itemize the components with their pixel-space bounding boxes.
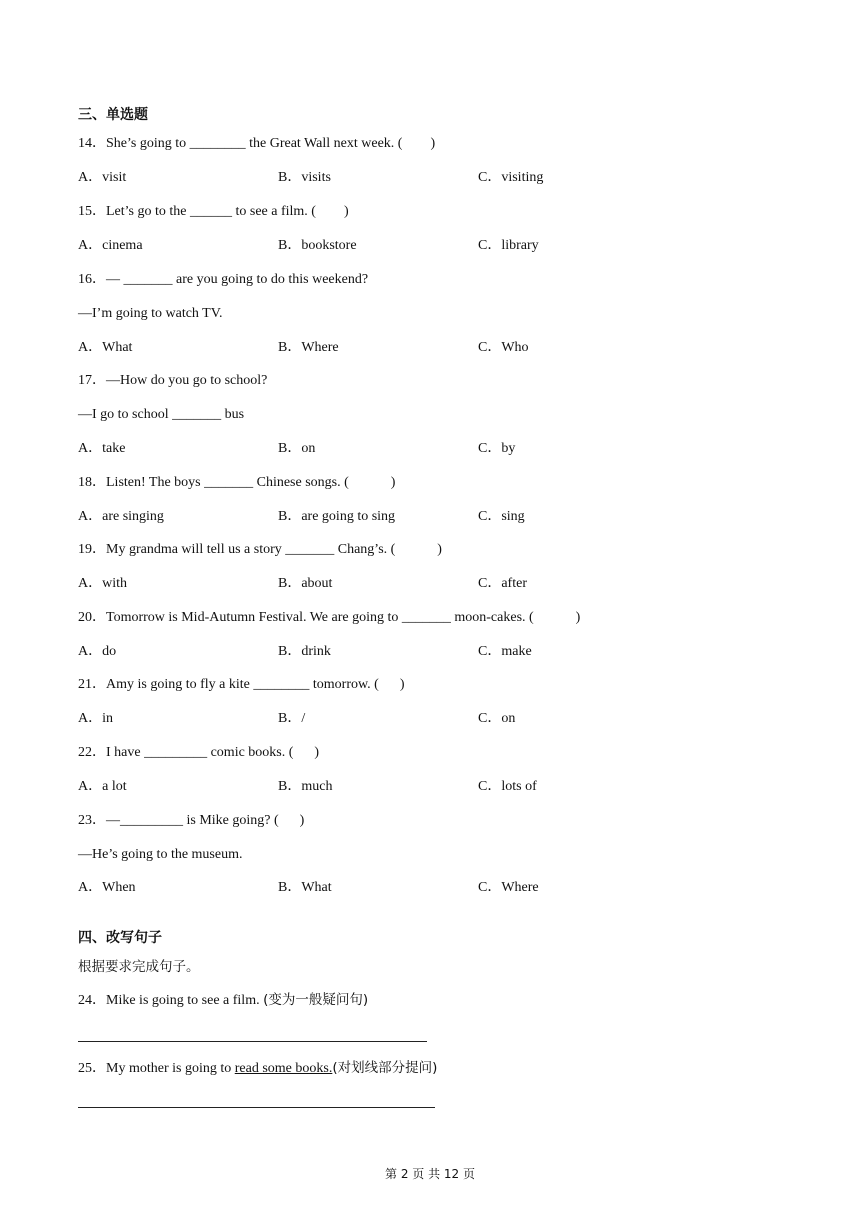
section-instruction: 根据要求完成句子。 [78,959,200,975]
question-16-reply: —I’m going to watch TV. [78,306,223,321]
question-21-option-b[interactable]: B．/ [278,711,306,726]
question-18-option-b[interactable]: B．are going to sing [278,509,396,524]
question-19-stem: 19．My grandma will tell us a story _______ Chang’s. ( ) [78,542,442,557]
question-16-stem: 16．— _______ are you going to do this weekend? [78,272,369,287]
question-18-stem: 18．Listen! The boys _______ Chinese songs. ( ) [78,475,396,490]
question-17-stem: 17．—How do you go to school? [78,373,268,388]
question-22-option-c[interactable]: C．lots of [478,779,537,794]
question-24 [78,991,368,1010]
question-17-option-b[interactable]: B．on [278,441,316,456]
page-number: 第 2 页 共 12 页 [385,1167,475,1181]
question-21-stem: 21．Amy is going to fly a kite ________ tomorrow. ( ) [78,677,405,692]
question-25-answer-line[interactable] [78,1107,435,1108]
question-23-option-b[interactable]: B．What [278,880,332,895]
question-16-option-a[interactable]: A．What [78,340,133,355]
question-15-stem: 15．Let’s go to the ______ to see a film. ( ) [78,204,349,219]
question-19-option-c[interactable]: C．after [478,576,527,591]
question-25-text: 25．My mother is going to [78,1061,235,1076]
question-14-option-a[interactable]: A．visit [78,170,127,185]
question-25-note: (对划线部分提问) [332,1060,438,1076]
section-title-rewrite-sentences: 四、改写句子 [78,930,162,946]
question-19-option-b[interactable]: B．about [278,576,333,591]
question-14-option-c[interactable]: C．visiting [478,170,544,185]
question-18-option-c[interactable]: C．sing [478,509,525,524]
question-23-reply: —He’s going to the museum. [78,847,243,862]
question-25-underlined-part: read some books. [234,1061,333,1076]
question-15-option-a[interactable]: A．cinema [78,238,143,253]
question-22-option-a[interactable]: A．a lot [78,779,127,794]
question-17-option-a[interactable]: A．take [78,441,126,456]
question-17-reply: —I go to school _______ bus [78,407,245,422]
question-21-option-c[interactable]: C．on [478,711,516,726]
question-19-option-a[interactable]: A．with [78,576,127,591]
question-23-option-c[interactable]: C．Where [478,880,539,895]
question-23-option-a[interactable]: A．When [78,880,136,895]
question-25 [78,1059,437,1078]
question-20-option-c[interactable]: C．make [478,644,532,659]
question-20-option-b[interactable]: B．drink [278,644,331,659]
question-20-stem: 20．Tomorrow is Mid-Autumn Festival. We are going to _______ moon-cakes. ( ) [78,610,581,625]
question-24-note: (变为一般疑问句) [263,992,369,1008]
question-21-option-a[interactable]: A．in [78,711,113,726]
question-22-option-b[interactable]: B．much [278,779,333,794]
question-14-stem: 14．She’s going to ________ the Great Wall next week. ( ) [78,136,436,151]
question-16-option-c[interactable]: C．Who [478,340,529,355]
question-15-option-b[interactable]: B．bookstore [278,238,357,253]
question-18-option-a[interactable]: A．are singing [78,509,164,524]
section-title-single-choice: 三、单选题 [78,107,148,123]
question-17-option-c[interactable]: C．by [478,441,516,456]
question-16-option-b[interactable]: B．Where [278,340,339,355]
question-24-answer-line[interactable] [78,1041,427,1042]
question-15-option-c[interactable]: C．library [478,238,539,253]
question-14-option-b[interactable]: B．visits [278,170,331,185]
question-22-stem: 22．I have _________ comic books. ( ) [78,745,320,760]
question-23-stem: 23．—_________ is Mike going? ( ) [78,813,305,828]
question-24-text: 24．Mike is going to see a film. [78,993,264,1008]
question-20-option-a[interactable]: A．do [78,644,117,659]
